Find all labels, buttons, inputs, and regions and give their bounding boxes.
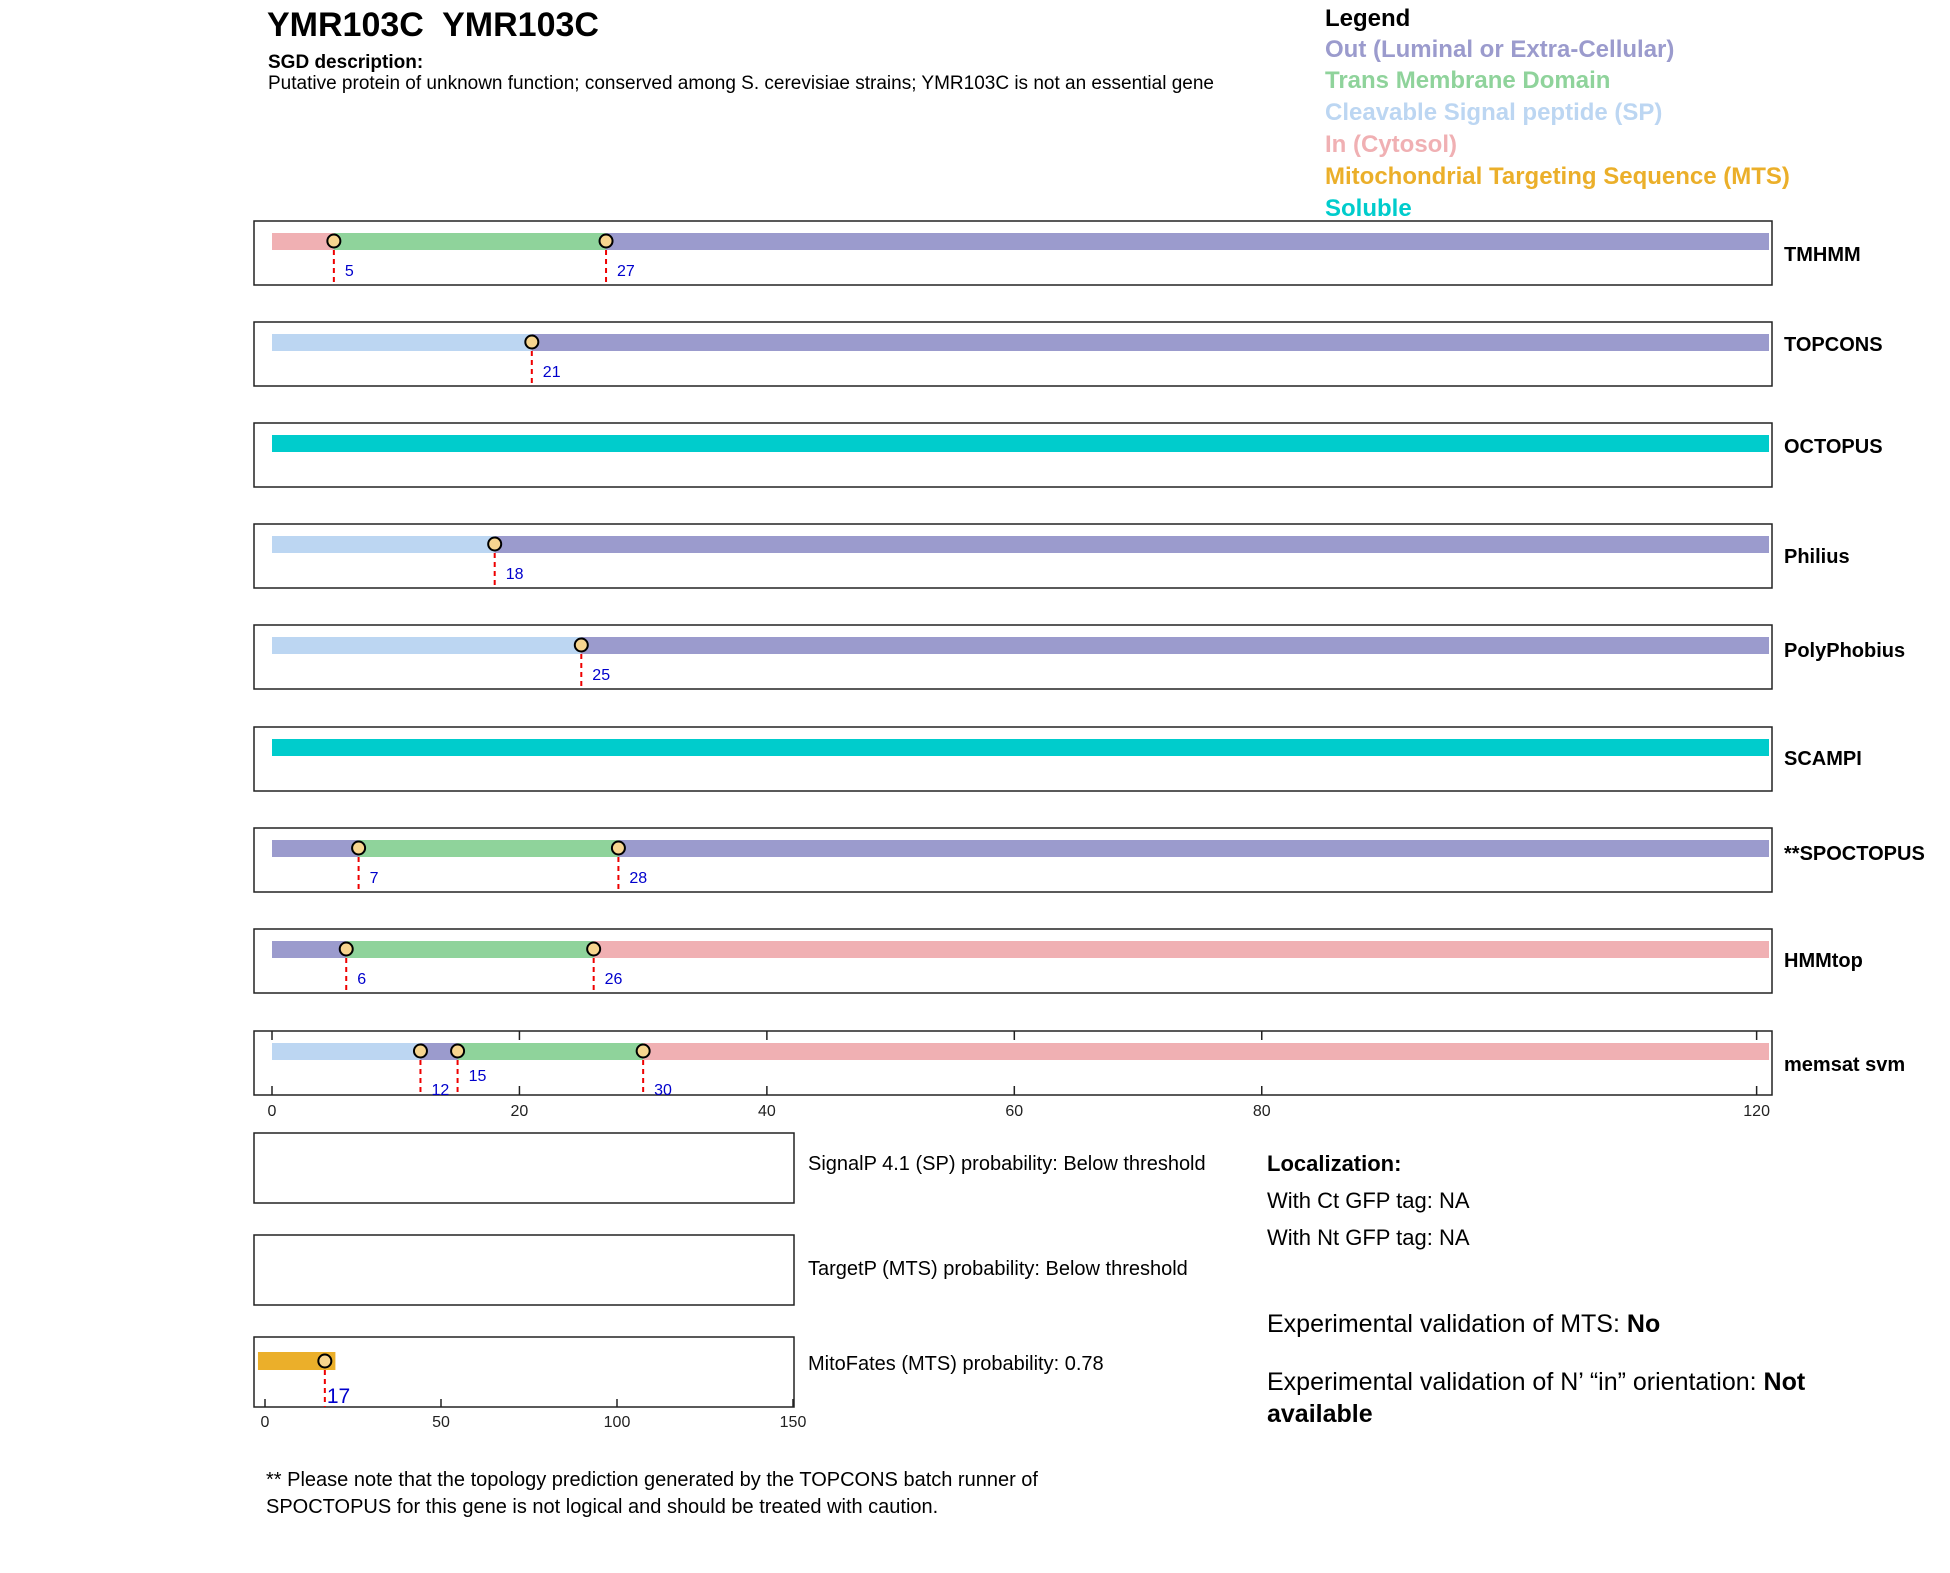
boundary-label-hmmtop-1: 26 — [604, 971, 623, 988]
segment-hmmtop-2 — [594, 941, 1769, 958]
boundary-marker-memsat-svm-1 — [451, 1045, 464, 1058]
segment-scampi-0 — [272, 739, 1769, 756]
legend-item-mts: Mitochondrial Targeting Sequence (MTS) — [1325, 163, 1790, 190]
sgd-description-text: Putative protein of unknown function; conserved among S. cerevisiae strains; YMR103C is not an essential gene — [268, 73, 1214, 94]
segment-topcons-1 — [532, 334, 1769, 351]
orientation-validation-label: Experimental validation of N’ “in” orientation: — [1267, 1368, 1764, 1396]
localization-heading: Localization: — [1267, 1151, 1402, 1176]
boundary-marker-topcons-0 — [525, 336, 538, 349]
track-frame-polyphobius — [254, 625, 1772, 689]
boundary-label-hmmtop-0: 6 — [357, 971, 367, 988]
boundary-marker-hmmtop-1 — [587, 943, 600, 956]
boundary-marker-tmhmm-0 — [327, 235, 340, 248]
segment-spoctopus-0 — [272, 840, 359, 857]
segment-memsat-svm-3 — [643, 1043, 1769, 1060]
prob-boundary-marker-3-0 — [318, 1355, 331, 1368]
localization-ct-gfp: With Ct GFP tag: NA — [1267, 1188, 1470, 1213]
segment-octopus-0 — [272, 435, 1769, 452]
boundary-marker-philius-0 — [488, 538, 501, 551]
segment-topcons-0 — [272, 334, 532, 351]
segment-spoctopus-2 — [618, 840, 1769, 857]
mts-validation — [1267, 1308, 1867, 1340]
segment-polyphobius-1 — [581, 637, 1769, 654]
prob-tick-label-3-0: 0 — [260, 1414, 270, 1431]
boundary-marker-memsat-svm-0 — [414, 1045, 427, 1058]
boundary-marker-memsat-svm-2 — [637, 1045, 650, 1058]
tick-label-3: 60 — [1005, 1103, 1024, 1120]
segment-tmhmm-2 — [606, 233, 1769, 250]
track-frame-tmhmm — [254, 221, 1772, 285]
track-frame-topcons — [254, 322, 1772, 386]
localization-nt-gfp: With Nt GFP tag: NA — [1267, 1225, 1470, 1250]
boundary-label-memsat-svm-1: 15 — [468, 1068, 487, 1085]
segment-hmmtop-0 — [272, 941, 346, 958]
prob-tick-label-3-3: 150 — [779, 1414, 807, 1431]
boundary-label-tmhmm-0: 5 — [344, 263, 354, 280]
tick-label-2: 40 — [757, 1103, 776, 1120]
track-label-scampi: SCAMPI — [1784, 748, 1862, 770]
segment-hmmtop-1 — [346, 941, 593, 958]
legend-item-out: Out (Luminal or Extra-Cellular) — [1325, 36, 1675, 63]
boundary-label-topcons-0: 21 — [542, 364, 561, 381]
track-label-polyphobius: PolyPhobius — [1784, 640, 1906, 662]
footnote: ** Please note that the topology prediction generated by the TOPCONS batch runner of SPOCTOPUS for this gene is not logical and should be treated with caution. — [266, 1469, 1038, 1518]
segment-philius-1 — [495, 536, 1769, 553]
legend-item-in: In (Cytosol) — [1325, 131, 1457, 158]
track-label-spoctopus: **SPOCTOPUS — [1784, 843, 1925, 865]
segment-tmhmm-0 — [272, 233, 334, 250]
boundary-marker-hmmtop-0 — [340, 943, 353, 956]
legend-title: Legend — [1325, 5, 1411, 32]
track-frame-memsat-svm — [254, 1031, 1772, 1095]
boundary-marker-spoctopus-1 — [612, 842, 625, 855]
tick-label-4: 80 — [1252, 1103, 1271, 1120]
boundary-marker-spoctopus-0 — [352, 842, 365, 855]
prob-tick-label-3-1: 50 — [432, 1414, 450, 1431]
track-frame-hmmtop — [254, 929, 1772, 993]
orientation-validation-value: Not available — [1267, 1368, 1806, 1428]
prob-tick-label-3-2: 100 — [603, 1414, 631, 1431]
tick-label-1: 20 — [510, 1103, 529, 1120]
boundary-label-memsat-svm-2: 30 — [654, 1082, 672, 1099]
track-frame-octopus — [254, 423, 1772, 487]
track-label-hmmtop: HMMtop — [1784, 950, 1863, 972]
track-frame-spoctopus — [254, 828, 1772, 892]
track-frame-philius — [254, 524, 1772, 588]
boundary-label-spoctopus-1: 28 — [629, 870, 648, 887]
sgd-description-heading: SGD description: — [268, 52, 424, 73]
boundary-marker-polyphobius-0 — [575, 639, 588, 652]
track-label-memsat-svm: memsat svm — [1784, 1054, 1906, 1076]
boundary-label-philius-0: 18 — [505, 566, 524, 583]
track-label-topcons: TOPCONS — [1784, 334, 1883, 356]
targetp-probability: TargetP (MTS) probability: Below threshold — [808, 1258, 1188, 1280]
orientation-validation — [1267, 1366, 1867, 1430]
mitofates-probability: MitoFates (MTS) probability: 0.78 — [808, 1353, 1104, 1375]
track-label-philius: Philius — [1784, 546, 1850, 568]
legend-item-signal-peptide: Cleavable Signal peptide (SP) — [1325, 99, 1663, 126]
segment-spoctopus-1 — [359, 840, 619, 857]
prob-panel-frame-1 — [254, 1133, 794, 1203]
prob-panel-frame-2 — [254, 1235, 794, 1305]
tick-label-5: 120 — [1743, 1103, 1770, 1120]
mts-validation-value: No — [1626, 1310, 1661, 1338]
segment-tmhmm-1 — [334, 233, 606, 250]
mts-validation-label: Experimental validation of MTS: — [1267, 1310, 1627, 1338]
signalp-probability: SignalP 4.1 (SP) probability: Below threshold — [808, 1153, 1206, 1175]
tick-label-0: 0 — [267, 1103, 277, 1120]
legend-item-soluble: Soluble — [1325, 195, 1412, 222]
segment-memsat-svm-2 — [458, 1043, 644, 1060]
boundary-marker-tmhmm-1 — [600, 235, 613, 248]
gene-title: YMR103C YMR103C — [267, 6, 599, 44]
track-label-octopus: OCTOPUS — [1784, 436, 1883, 458]
legend-item-transmembrane: Trans Membrane Domain — [1325, 67, 1611, 94]
track-label-tmhmm: TMHMM — [1784, 244, 1861, 266]
boundary-label-memsat-svm-0: 12 — [431, 1082, 450, 1099]
boundary-label-tmhmm-1: 27 — [617, 263, 635, 280]
segment-polyphobius-0 — [272, 637, 581, 654]
segment-philius-0 — [272, 536, 495, 553]
segment-memsat-svm-0 — [272, 1043, 420, 1060]
track-frame-scampi — [254, 727, 1772, 791]
boundary-label-polyphobius-0: 25 — [592, 667, 611, 684]
prob-boundary-label-3-0: 17 — [326, 1385, 351, 1408]
boundary-label-spoctopus-0: 7 — [369, 870, 379, 887]
